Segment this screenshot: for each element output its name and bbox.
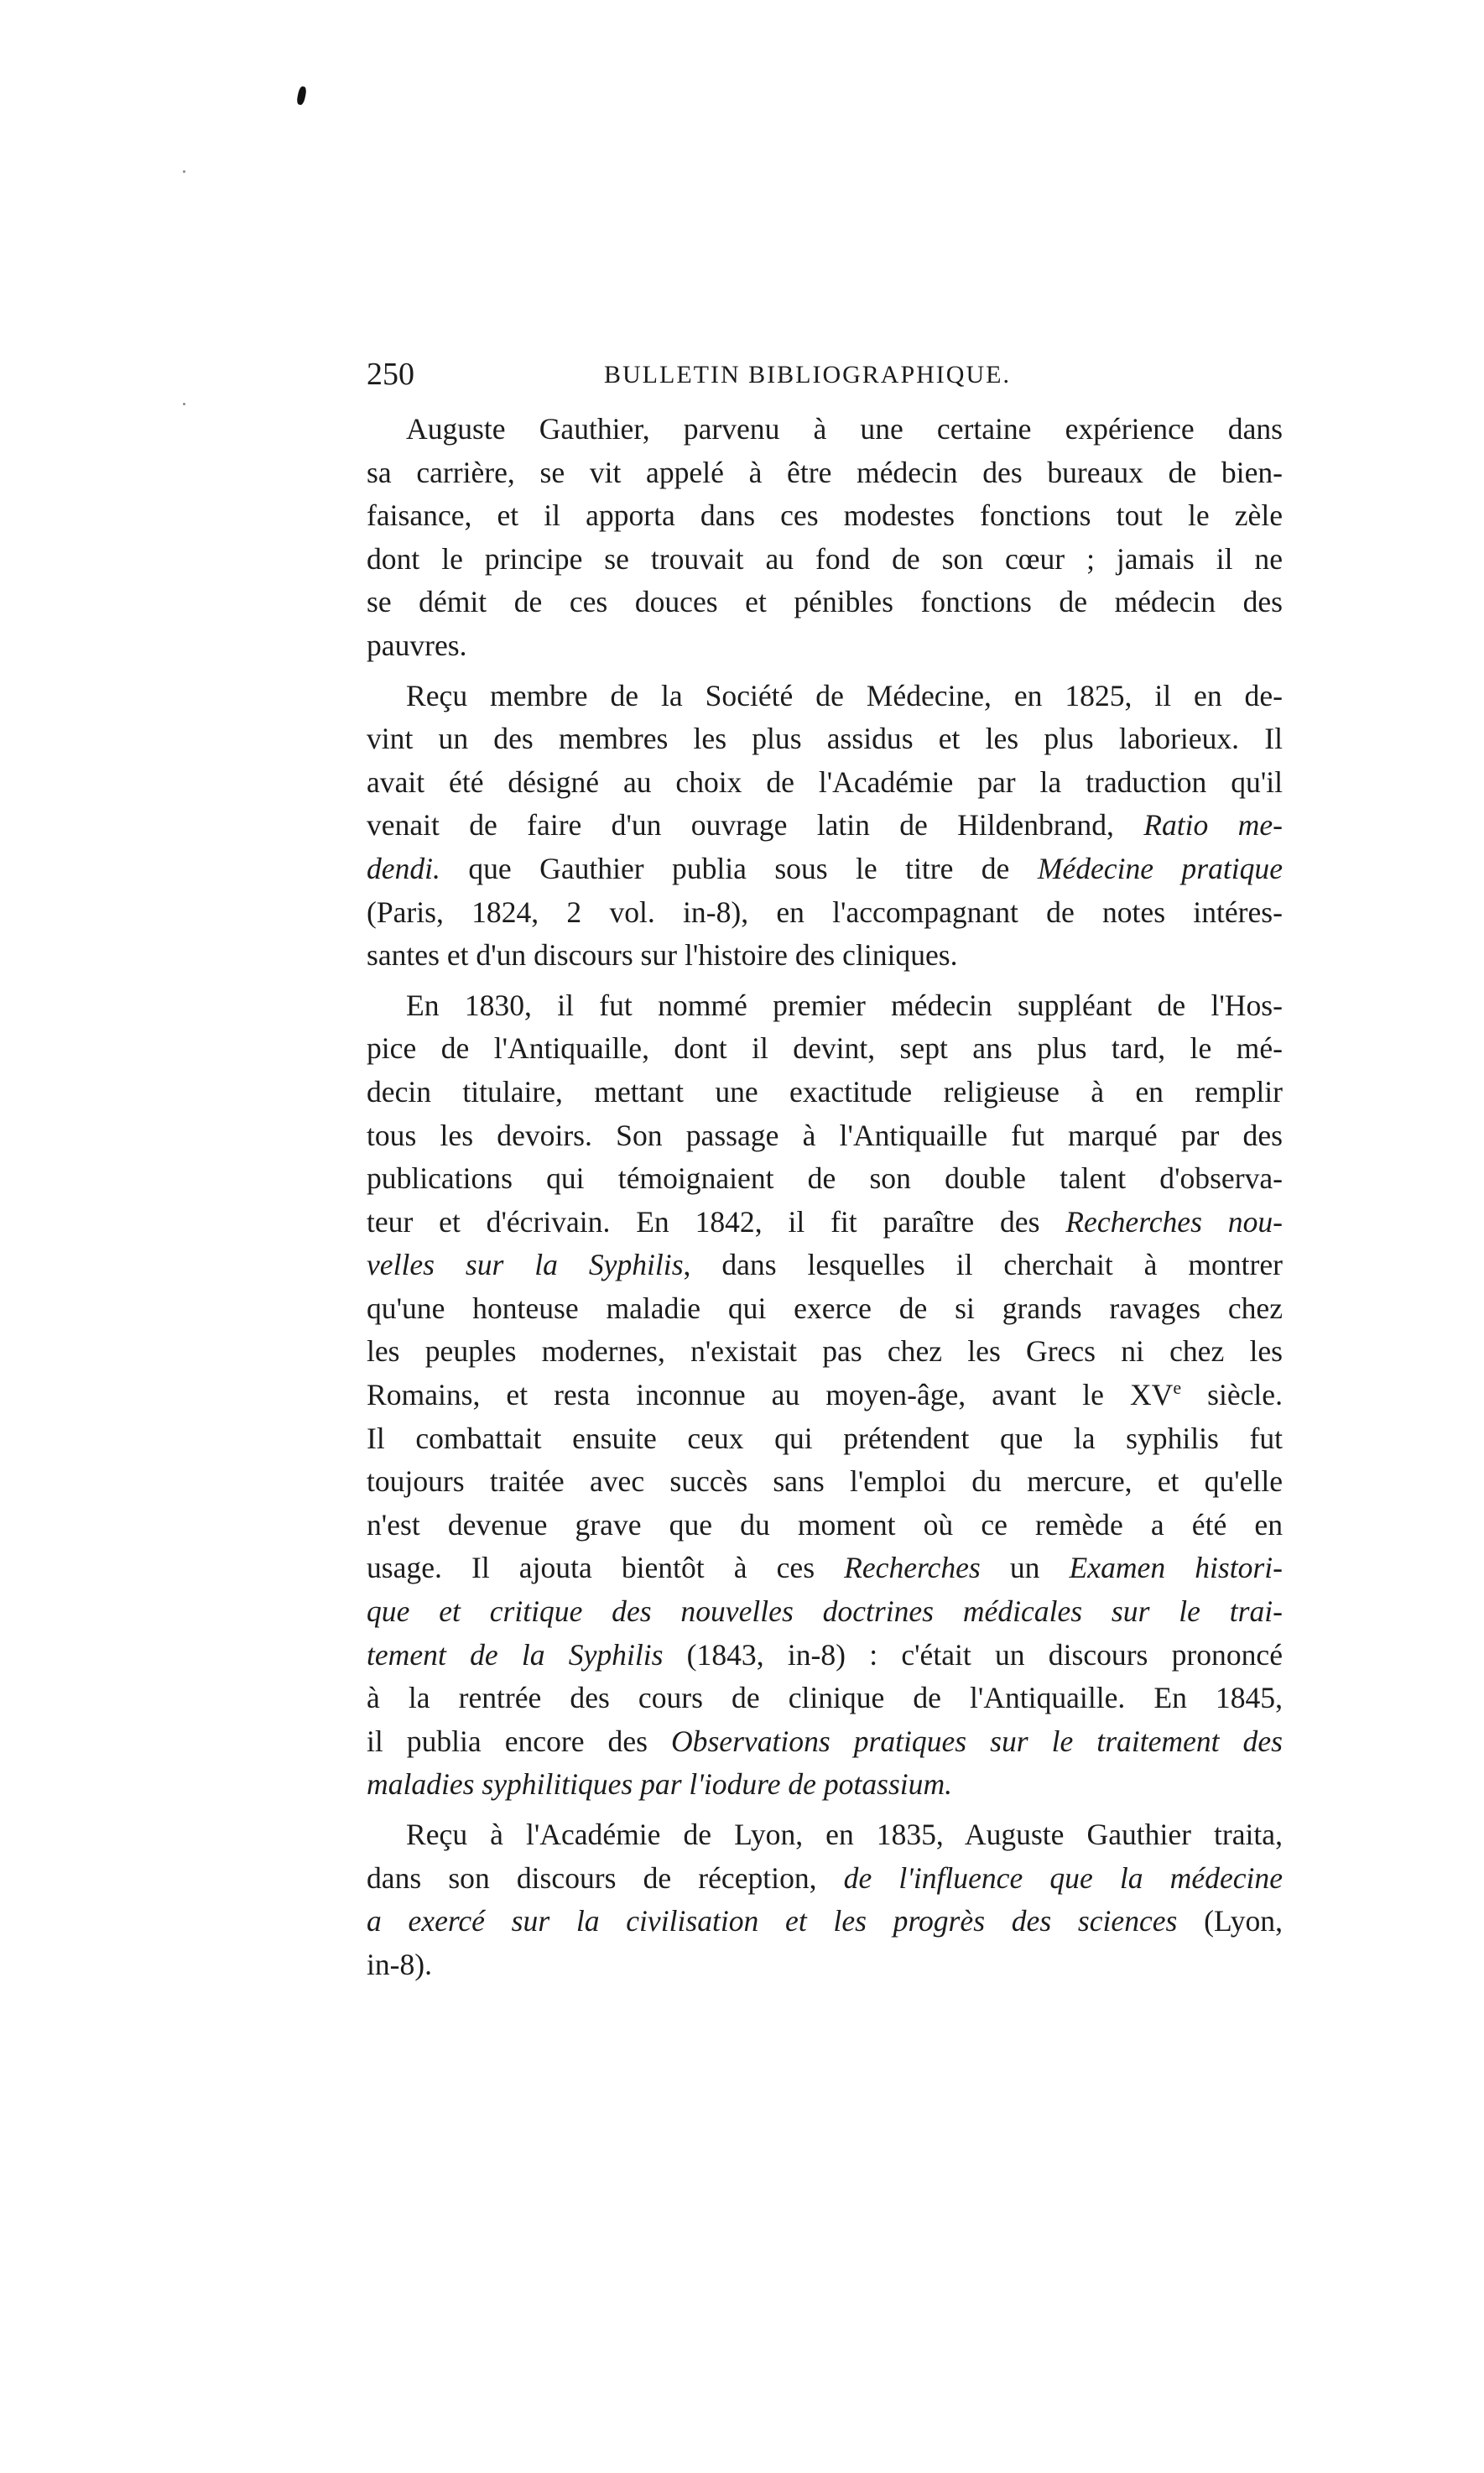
text-line: avait été désigné au choix de l'Académie par la traduction qu'il xyxy=(367,764,1283,799)
ink-speck xyxy=(296,86,307,105)
text-line: maladies syphilitiques par l'iodure de potassium. xyxy=(367,1767,953,1802)
text-line: qu'une honteuse maladie qui exerce de si grands ravages chez xyxy=(367,1291,1283,1325)
text-line: tous les devoirs. Son passage à l'Antiquaille fut marqué par des xyxy=(367,1118,1283,1152)
page-header xyxy=(367,356,1283,396)
text-line: venait de faire d'un ouvrage latin de Hildenbrand, Ratio me- xyxy=(367,808,1283,843)
text-line: que et critique des nouvelles doctrines médicales sur le trai- xyxy=(367,1594,1283,1629)
text-line: à la rentrée des cours de clinique de l'Antiquaille. En 1845, xyxy=(367,1681,1283,1715)
text-line: dans son discours de réception, de l'influence que la médecine xyxy=(367,1860,1283,1895)
text-line: les peuples modernes, n'existait pas chez les Grecs ni chez les xyxy=(367,1334,1283,1369)
text-line: vint un des membres les plus assidus et les plus laborieux. Il xyxy=(367,722,1283,756)
text-line: Il combattait ensuite ceux qui prétendent que la syphilis fut xyxy=(367,1421,1283,1455)
text-line: pauvres. xyxy=(367,628,467,662)
running-head: BULLETIN BIBLIOGRAPHIQUE. xyxy=(604,361,1011,389)
paragraph xyxy=(367,984,1283,1807)
body-text xyxy=(367,408,1283,1986)
text-line: se démit de ces douces et pénibles fonctions de médecin des xyxy=(367,585,1283,619)
page-number: 250 xyxy=(367,357,414,392)
text-line: velles sur la Syphilis, dans lesquelles il cherchait à montrer xyxy=(367,1248,1283,1282)
text-line: Auguste Gauthier, parvenu à une certaine expérience dans xyxy=(406,412,1283,446)
paragraph xyxy=(367,1813,1283,1986)
text-line: dendi. que Gauthier publia sous le titre de Médecine pratique xyxy=(367,851,1283,885)
paragraph xyxy=(367,408,1283,668)
text-line: decin titulaire, mettant une exactitude religieuse à en remplir xyxy=(367,1074,1283,1109)
text-line: publications qui témoignaient de son double talent d'observa- xyxy=(367,1161,1283,1196)
paragraph xyxy=(367,675,1283,978)
text-line: pice de l'Antiquaille, dont il devint, sept ans plus tard, le mé- xyxy=(367,1031,1283,1066)
text-line: Reçu membre de la Société de Médecine, en 1825, il en de- xyxy=(406,678,1283,712)
text-line: (Paris, 1824, 2 vol. in-8), en l'accompagnant de notes intéres- xyxy=(367,895,1283,929)
text-line: santes et d'un discours sur l'histoire des cliniques. xyxy=(367,938,958,973)
text-line: il publia encore des Observations pratiques sur le traitement des xyxy=(367,1724,1283,1758)
scan-dot xyxy=(183,403,185,405)
text-line: toujours traitée avec succès sans l'emploi du mercure, et qu'elle xyxy=(367,1464,1283,1499)
text-line: n'est devenue grave que du moment où ce remède a été en xyxy=(367,1507,1283,1542)
text-line: En 1830, il fut nommé premier médecin suppléant de l'Hos- xyxy=(406,988,1283,1022)
text-line: Romains, et resta inconnue au moyen-âge, avant le XVe siècle. xyxy=(367,1377,1283,1412)
text-line: Reçu à l'Académie de Lyon, en 1835, Auguste Gauthier traita, xyxy=(406,1818,1283,1851)
text-line: in-8). xyxy=(367,1947,433,1981)
text-line: teur et d'écrivain. En 1842, il fit paraître des Recherches nou- xyxy=(367,1204,1283,1239)
text-line: tement de la Syphilis (1843, in-8) : c'était un discours prononcé xyxy=(367,1637,1283,1672)
text-line: sa carrière, se vit appelé à être médecin des bureaux de bien- xyxy=(367,455,1283,489)
scan-dot xyxy=(183,170,185,173)
text-line: a exercé sur la civilisation et les progrès des sciences (Lyon, xyxy=(367,1904,1283,1938)
text-line: dont le principe se trouvait au fond de son cœur ; jamais il ne xyxy=(367,541,1283,576)
text-line: faisance, et il apporta dans ces modestes fonctions tout le zèle xyxy=(367,498,1283,533)
text-line: usage. Il ajouta bientôt à ces Recherches un Examen histori- xyxy=(367,1551,1283,1585)
